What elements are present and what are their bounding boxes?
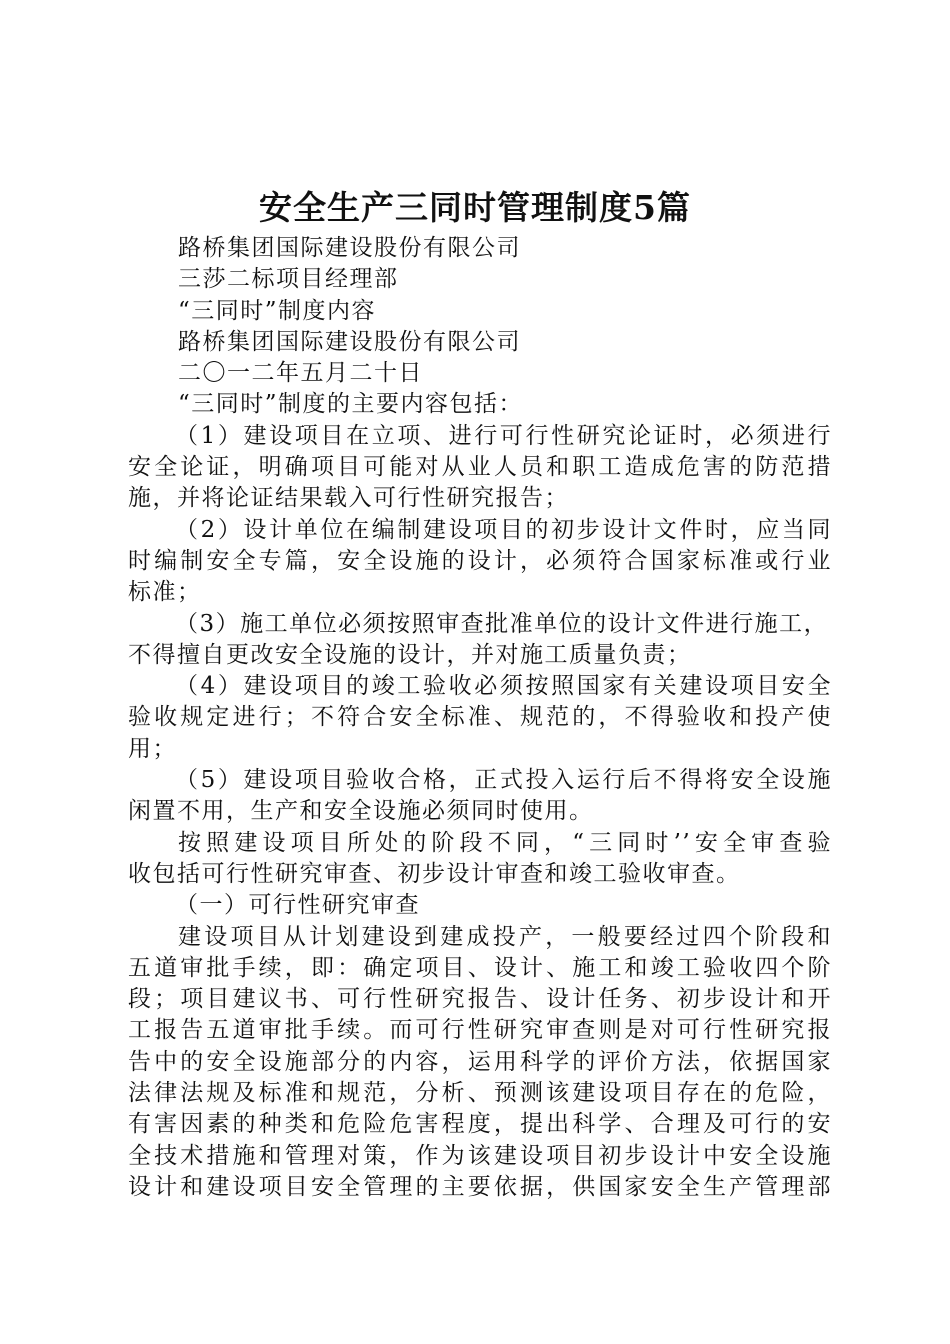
body-line: 安全论证，明确项目可能对从业人员和职工造成危害的防范措 <box>128 454 832 481</box>
body-line: 闲置不用，生产和安全设施必须同时使用。 <box>128 798 594 825</box>
body-line: （一）可行性研究审查 <box>175 892 420 919</box>
body-line: 路桥集团国际建设股份有限公司 <box>178 328 521 355</box>
body-line: 不得擅自更改安全设施的设计，并对施工质量负责； <box>128 641 692 668</box>
body-line: （5）建设项目验收合格，正式投入运行后不得将安全设施 <box>175 767 832 794</box>
body-line: 三莎二标项目经理部 <box>178 266 399 293</box>
body-line: 按照建设项目所处的阶段不同，“三同时’’安全审查验 <box>178 829 832 856</box>
body-line: 设计和建设项目安全管理的主要依据，供国家安全生产管理部 <box>128 1173 832 1200</box>
body-line: 工报告五道审批手续。而可行性研究审查则是对可行性研究报 <box>128 1017 832 1044</box>
body-line: 用； <box>128 735 177 762</box>
body-line: 路桥集团国际建设股份有限公司 <box>178 235 521 261</box>
body-line: 施，并将论证结果载入可行性研究报告； <box>128 485 569 512</box>
body-line: 告中的安全设施部分的内容，运用科学的评价方法，依据国家 <box>128 1048 832 1075</box>
body-line: （2）设计单位在编制建设项目的初步设计文件时，应当同 <box>175 516 832 543</box>
body-line: （1）建设项目在立项、进行可行性研究论证时，必须进行 <box>175 422 832 449</box>
body-line: 收包括可行性研究审查、初步设计审查和竣工验收审查。 <box>128 860 741 887</box>
body-line: 时编制安全专篇，安全设施的设计，必须符合国家标准或行业 <box>128 547 832 574</box>
document-body <box>128 233 832 1203</box>
body-line: （3）施工单位必须按照审查批准单位的设计文件进行施工， <box>175 610 829 637</box>
body-line: 验收规定进行；不符合安全标准、规范的，不得验收和投产使 <box>128 704 832 731</box>
body-line: 段；项目建议书、可行性研究报告、设计任务、初步设计和开 <box>128 986 832 1013</box>
body-line: 标准； <box>128 579 202 606</box>
body-line: “三同时”制度内容 <box>178 297 377 324</box>
body-line: 法律法规及标准和规范，分析、预测该建设项目存在的危险， <box>128 1080 832 1107</box>
body-line: “三同时”制度的主要内容包括： <box>178 391 524 418</box>
body-line: 建设项目从计划建设到建成投产，一般要经过四个阶段和 <box>178 923 832 950</box>
body-line: 有害因素的种类和危险危害程度，提出科学、合理及可行的安 <box>128 1111 832 1138</box>
body-line: 全技术措施和管理对策，作为该建设项目初步设计中安全设施 <box>128 1142 832 1169</box>
body-line: 二〇一二年五月二十日 <box>178 360 423 387</box>
body-line: 五道审批手续，即：确定项目、设计、施工和竣工验收四个阶 <box>128 954 832 981</box>
body-line: （4）建设项目的竣工验收必须按照国家有关建设项目安全 <box>175 673 832 700</box>
document-title: 安全生产三同时管理制度5篇 <box>259 188 691 227</box>
